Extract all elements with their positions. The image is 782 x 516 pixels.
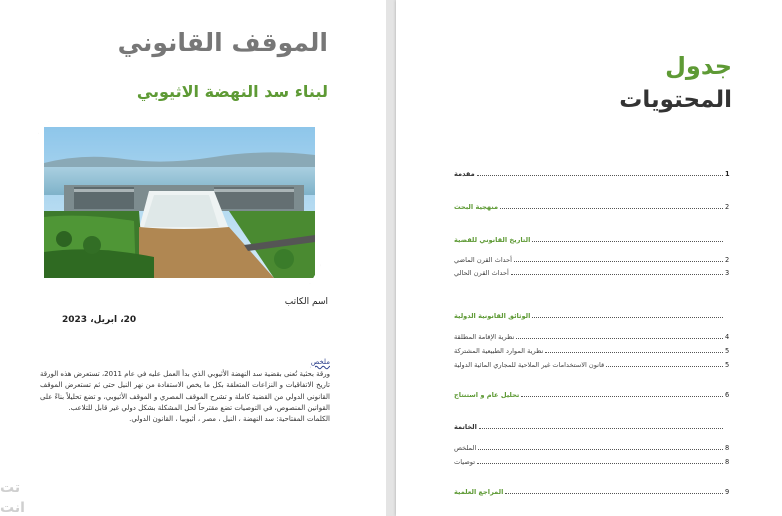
cover-title: الموقف القانوني	[117, 28, 328, 57]
abstract-block	[40, 357, 330, 425]
cover-subtitle: لبناء سد النهضة الاثيوبي	[136, 82, 328, 101]
toc-entry-page: 9	[725, 488, 730, 496]
toc-leader	[477, 463, 723, 464]
abstract-text: ورقة بحثية تُعنى بقضية سد النهضة الأثيوبي الذي بدأ العمل عليه في عام 2011، تستعرض هذه الورقة تاريخ الاتفاقيات و النزاعات المتعلقة بكل ما يخص الاستفادة من نهر النيل حتى ثم تستعرض الموقف القانوني الدولي من القضية كاملة و تشرح الموقف المصري و الموقف الأثيوبي، و تضع تحليلاً بناءً على القوانين المنصوص، في التوصيات تضع مقترحاً لحل المشكلة بشكل دولي غير قابل للتلاعب.	[40, 370, 330, 412]
toc-leader	[532, 317, 723, 318]
toc-leader	[606, 366, 723, 367]
toc-entry-page: 2	[725, 256, 730, 264]
toc-entry-page: 4	[725, 333, 730, 341]
toc-entry-page: 8	[725, 444, 730, 452]
toc-entry[interactable]	[452, 358, 731, 369]
toc-entry[interactable]	[452, 309, 731, 320]
toc-entry-label: التاريخ القانوني للقضية	[454, 236, 531, 244]
toc-leader	[500, 208, 723, 209]
toc-entry-page: 6	[725, 391, 730, 399]
toc-leader	[514, 261, 723, 262]
toc-entry[interactable]	[452, 167, 731, 178]
toc-leader	[477, 175, 723, 176]
abstract-keywords: الكلمات المفتاحية: سد النهضة ، النيل ، مصر ، أثيوبيا ، القانون الدولي.	[129, 415, 330, 424]
toc-entry-page: 8	[725, 458, 730, 466]
dam-photo	[44, 127, 315, 278]
toc-entry-page: 1	[725, 170, 730, 178]
author-label: اسم الكاتب	[284, 297, 328, 307]
toc-entry[interactable]	[452, 388, 731, 399]
toc-entry-label: مقدمة	[454, 170, 475, 178]
toc-leader	[545, 352, 723, 353]
toc-entry[interactable]	[452, 485, 731, 496]
toc-entry-label: قانون الاستخدامات غير الملاحية للمجاري المائية الدولية	[454, 361, 605, 369]
toc-title-line2: المحتويات	[619, 87, 732, 113]
toc-title-line1: جدول	[665, 52, 732, 80]
toc-entry[interactable]	[452, 266, 731, 277]
toc-entry-label: نظرية الموارد الطبيعية المشتركة	[454, 347, 544, 355]
toc-entry[interactable]	[452, 455, 731, 466]
publication-date: 20، ابريل، 2023	[62, 315, 137, 325]
toc-entry-label: المراجع العلمية	[454, 488, 504, 496]
toc-entry-label: منهجية البحث	[454, 203, 499, 211]
toc-leader	[521, 396, 723, 397]
page-gutter	[386, 0, 396, 516]
toc-leader	[511, 274, 723, 275]
abstract-heading: ملخص	[310, 358, 330, 366]
toc-entry-label: الخاتمة	[454, 423, 477, 431]
toc-entry[interactable]	[452, 441, 731, 452]
ghost-text-1: تت	[0, 480, 21, 496]
toc-leader	[505, 493, 723, 494]
toc-entry-page: 3	[725, 269, 730, 277]
toc-entry-label: الملخص	[454, 444, 477, 452]
toc-leader	[532, 241, 723, 242]
cover-page	[0, 0, 386, 516]
toc-entry-label: توصيات	[454, 458, 476, 466]
toc-entry[interactable]	[452, 344, 731, 355]
toc-leader	[479, 428, 723, 429]
toc-entry[interactable]	[452, 233, 731, 244]
toc-entry-page: 5	[725, 361, 730, 369]
toc-entry-label: أحداث القرن الحالي	[454, 269, 509, 277]
toc-entry-label: الوثائق القانونية الدولية	[454, 312, 531, 320]
toc-entry-label: تحليل عام و استنتاج	[454, 391, 520, 399]
toc-leader	[516, 338, 723, 339]
dam-photo-frame	[38, 121, 321, 284]
toc-entry-page: 2	[725, 203, 730, 211]
toc-entry-label: نظرية الإقامة المطلقة	[454, 333, 515, 341]
toc-entry-label: أحداث القرن الماضي	[454, 256, 513, 264]
toc-leader	[478, 449, 723, 450]
toc-entry-page: 5	[725, 347, 730, 355]
toc-entry[interactable]	[452, 330, 731, 341]
toc-entry[interactable]	[452, 253, 731, 264]
toc-entry[interactable]	[452, 420, 731, 431]
ghost-text-2: انت	[0, 500, 25, 516]
toc-entry[interactable]	[452, 200, 731, 211]
